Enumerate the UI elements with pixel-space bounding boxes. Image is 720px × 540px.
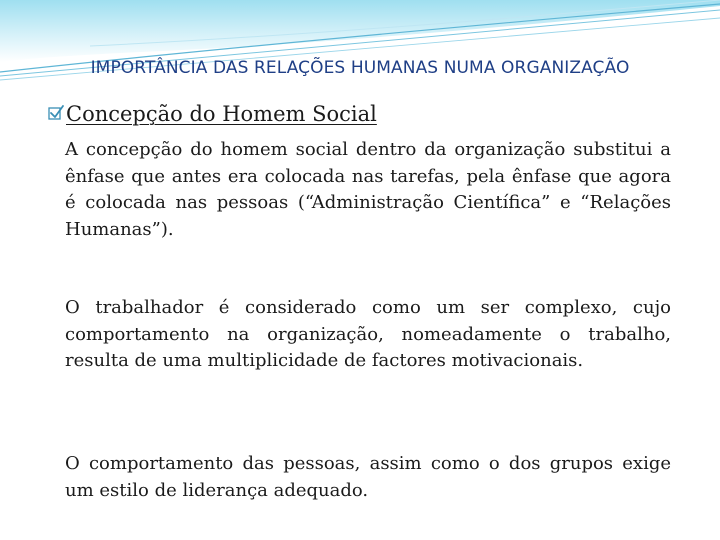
paragraph-homem-social: A concepção do homem social dentro da organização substitui a ênfase que antes era colocada nas tarefas, pela ênfase que agora é colocada nas pessoas (“Administração Científica” e “Relações Humanas”). <box>65 139 671 240</box>
checkbox-bullet-icon <box>46 103 66 123</box>
subtitle-row <box>46 102 377 126</box>
paragraph-trabalhador: O trabalhador é considerado como um ser complexo, cujo comportamento na organização, nomeadamente o trabalho, resulta de uma multiplicidade de factores motivacionais. <box>65 297 671 371</box>
header-decoration <box>0 0 720 100</box>
page-title: IMPORTÂNCIA DAS RELAÇÕES HUMANAS NUMA ORGANIZAÇÃO <box>90 58 630 78</box>
paragraph-lideranca: O comportamento das pessoas, assim como o dos grupos exige um estilo de liderança adequado. <box>65 453 671 501</box>
section-subtitle: Concepção do Homem Social <box>66 102 377 126</box>
